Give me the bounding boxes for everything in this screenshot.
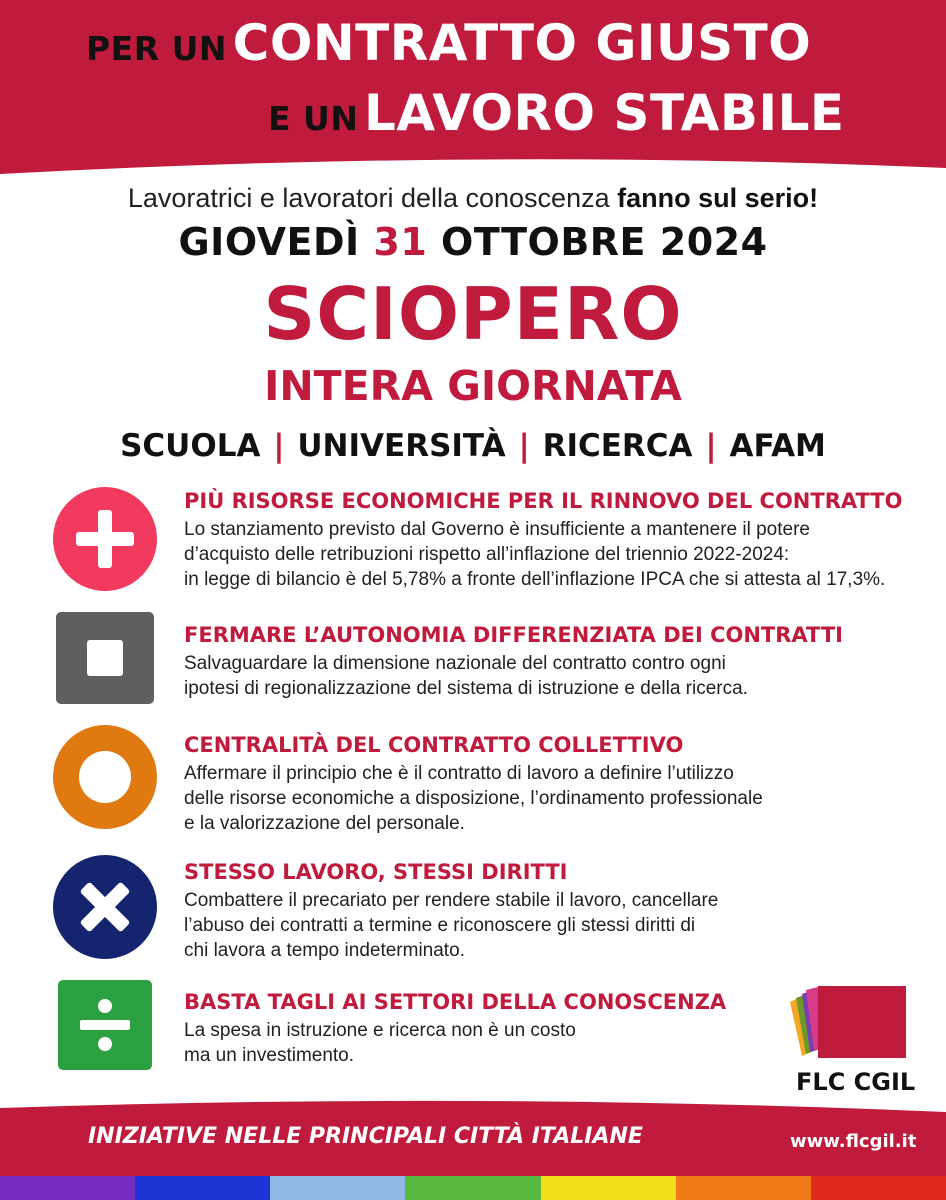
- date-weekday: GIOVEDÌ: [178, 220, 360, 264]
- demand-5-line-2: ma un investimento.: [184, 1045, 355, 1066]
- demand-4-line-2: l’abuso dei contratti a termine e riconoscere gli stessi diritti di: [184, 915, 696, 936]
- subtitle-emphasis: fanno sul serio!: [617, 183, 819, 213]
- headline-small-2: E UN: [268, 99, 359, 138]
- demand-title-5: BASTA TAGLI AI SETTORI DELLA CONOSCENZA: [184, 990, 727, 1014]
- demand-text-1: [184, 517, 886, 592]
- demand-title-4: STESSO LAVORO, STESSI DIRITTI: [184, 860, 568, 884]
- rainbow-segment: [135, 1176, 270, 1200]
- demand-text-2: [184, 651, 864, 701]
- demand-4-line-1: Combattere il precariato per rendere stabile il lavoro, cancellare: [184, 890, 719, 911]
- demand-4-line-3: chi lavora a tempo indeterminato.: [184, 940, 465, 961]
- sectors-list: [0, 428, 946, 464]
- logo-flag-icon: [786, 982, 912, 1062]
- headline-small-1: PER UN: [86, 29, 228, 68]
- times-icon: [52, 854, 158, 960]
- logo-text: FLC CGIL: [796, 1068, 916, 1096]
- rainbow-segment: [811, 1176, 946, 1200]
- rainbow-segment: [270, 1176, 405, 1200]
- demand-3-line-2: delle risorse economiche a disposizione, l’ordinamento professionale: [184, 788, 763, 809]
- divide-icon: [58, 980, 152, 1070]
- footer-initiatives: INIZIATIVE NELLE PRINCIPALI CITTÀ ITALIANE: [88, 1124, 643, 1149]
- demand-text-5: [184, 1018, 864, 1068]
- sector-separator: |: [273, 428, 285, 464]
- demand-3-line-3: e la valorizzazione del personale.: [184, 813, 465, 834]
- sector-universita: UNIVERSITÀ: [297, 428, 506, 464]
- demand-text-3: [184, 761, 864, 836]
- rainbow-stripe: [0, 1176, 946, 1200]
- rainbow-segment: [676, 1176, 811, 1200]
- headline-big-2: LAVORO STABILE: [364, 84, 845, 142]
- headline-big-1: CONTRATTO GIUSTO: [232, 14, 812, 72]
- subtitle-text: Lavoratrici e lavoratori della conoscenza: [127, 183, 618, 213]
- header-banner: [0, 0, 946, 180]
- sector-separator: |: [705, 428, 717, 464]
- rainbow-segment: [541, 1176, 676, 1200]
- plus-icon: [52, 486, 158, 592]
- headline-line-1: [86, 14, 811, 72]
- demand-2-line-1: Salvaguardare la dimensione nazionale del contratto contro ogni: [184, 653, 726, 674]
- sector-ricerca: RICERCA: [542, 428, 693, 464]
- demand-title-2: FERMARE L’AUTONOMIA DIFFERENZIATA DEI CONTRATTI: [184, 623, 843, 647]
- demand-3-line-1: Affermare il principio che è il contratto di lavoro a definire l’utilizzo: [184, 763, 734, 784]
- strike-duration: INTERA GIORNATA: [264, 362, 682, 410]
- sector-scuola: SCUOLA: [120, 428, 261, 464]
- sector-afam: AFAM: [729, 428, 826, 464]
- demand-title-1: PIÙ RISORSE ECONOMICHE PER IL RINNOVO DEL CONTRATTO: [184, 489, 903, 513]
- strike-date: [0, 220, 946, 264]
- date-month-year: OTTOBRE 2024: [441, 220, 768, 264]
- footer-website-link[interactable]: www.flcgil.it: [790, 1131, 917, 1152]
- demand-1-line-1: Lo stanziamento previsto dal Governo è insufficiente a mantenere il potere: [184, 519, 810, 540]
- rainbow-segment: [0, 1176, 135, 1200]
- rainbow-segment: [405, 1176, 540, 1200]
- sector-separator: |: [518, 428, 530, 464]
- ring-icon: [52, 724, 158, 830]
- demand-text-4: [184, 888, 864, 963]
- demand-title-3: CENTRALITÀ DEL CONTRATTO COLLETTIVO: [184, 733, 684, 757]
- square-icon: [56, 612, 154, 704]
- demand-1-line-2: d’acquisto delle retribuzioni rispetto all’inflazione del triennio 2022-2024:: [184, 544, 790, 565]
- subtitle: [0, 183, 946, 214]
- demand-1-line-3: in legge di bilancio è del 5,78% a fronte dell’inflazione IPCA che si attesta al 17,3%.: [184, 569, 886, 590]
- headline-line-2: [268, 84, 845, 142]
- demand-2-line-2: ipotesi di regionalizzazione del sistema di istruzione e della ricerca.: [184, 678, 748, 699]
- strike-title: SCIOPERO: [263, 272, 683, 356]
- date-day: 31: [373, 220, 428, 264]
- demand-5-line-1: La spesa in istruzione e ricerca non è un costo: [184, 1020, 576, 1041]
